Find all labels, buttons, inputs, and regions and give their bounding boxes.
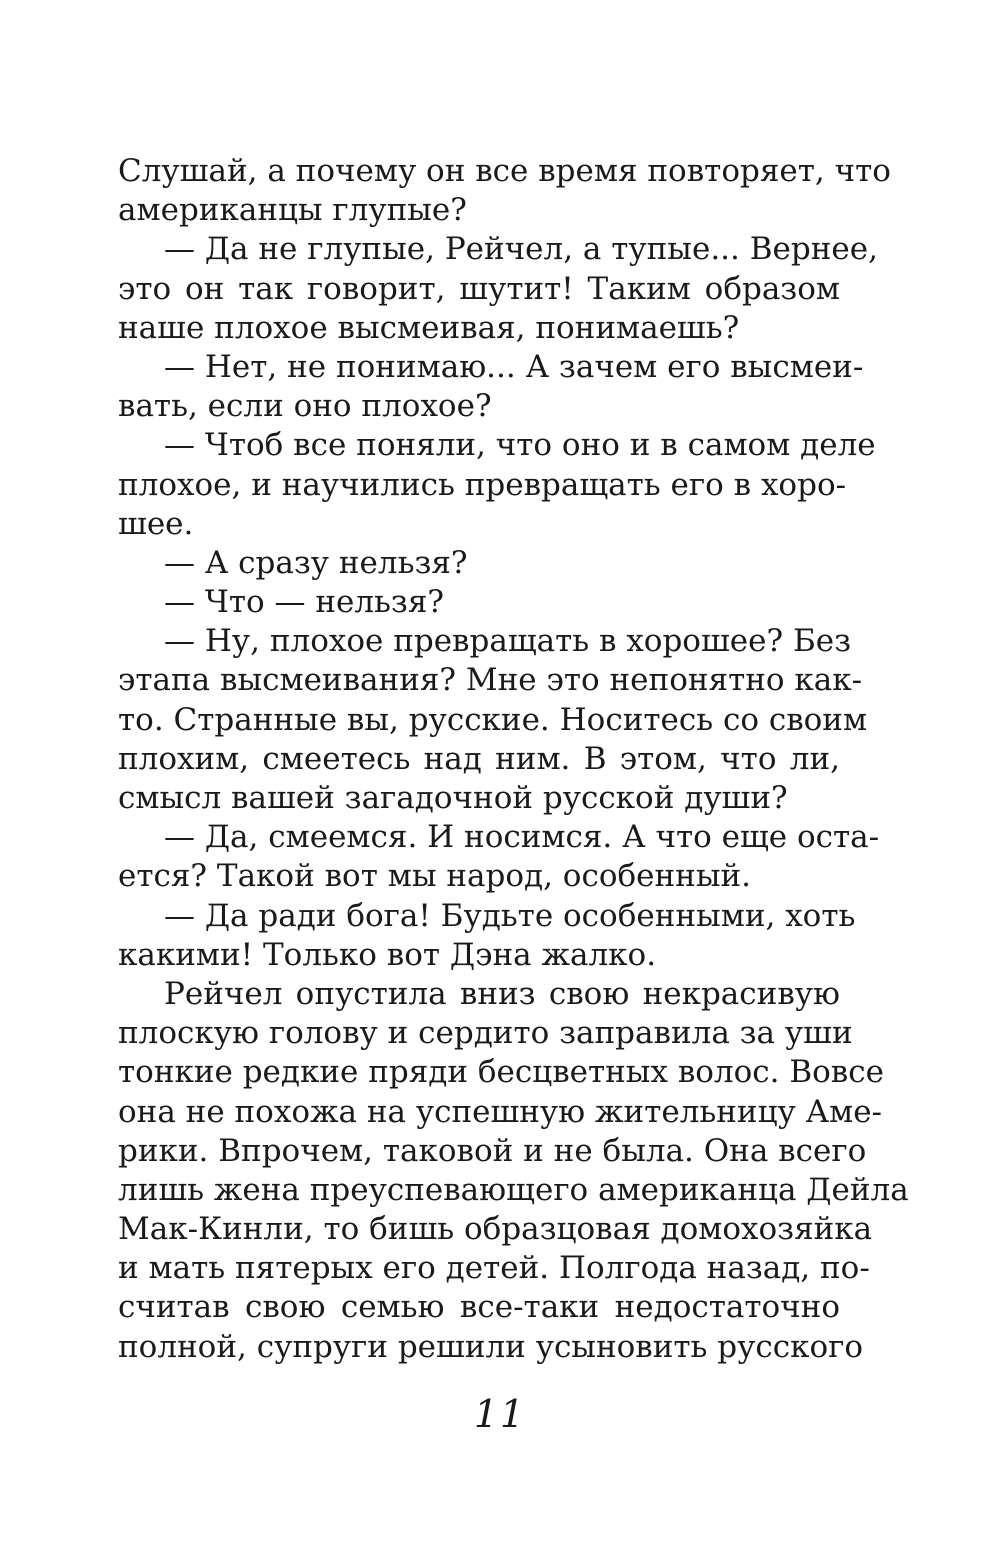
text-line: лишь жена преуспевающего американца Дейла [118, 1171, 909, 1208]
text-line: Мак-Кинли, то бишь образцовая домохозяйка [118, 1211, 873, 1248]
text-line: какими! Только вот Дэна жалко. [118, 936, 657, 973]
text-line: шее. [118, 505, 194, 542]
text-line: смысл вашей загадочной русской души? [118, 780, 788, 816]
text-line: — Что — нельзя? [164, 584, 444, 621]
text-line: это он так говорит, шутит! Таким образом [118, 270, 840, 307]
text-line: — Ну, плохое превращать в хорошее? Без [164, 623, 851, 660]
text-line: рики. Впрочем, таковой и не была. Она всего [118, 1132, 867, 1169]
text-line: — Да, смеемся. И носимся. А что еще оста- [164, 819, 880, 856]
text-line: — Чтоб все поняли, что оно и в самом деле [164, 427, 876, 464]
text-line: она не похожа на успешную жительницу Аме- [118, 1093, 883, 1130]
text-line: считав свою семью все-таки недостаточно [118, 1289, 840, 1326]
text-line: — Нет, не понимаю... А зачем его высмеи- [164, 348, 864, 385]
text-line: Рейчел опустила вниз свою некрасивую [164, 975, 840, 1012]
text-line: полной, супруги решили усыновить русского [118, 1328, 864, 1365]
text-line: плоскую голову и сердито заправила за уши [118, 1015, 853, 1052]
body-text [118, 152, 909, 1367]
text-line: — Да ради бога! Будьте особенными, хоть [164, 897, 856, 934]
text-line: то. Странные вы, русские. Носитесь со своим [118, 701, 868, 738]
text-line: плохое, и научились превращать его в хоро- [118, 466, 847, 503]
text-line: — Да не глупые, Рейчел, а тупые... Вернее, [164, 231, 878, 268]
text-line: плохим, смеетесь над ним. В этом, что ли, [118, 740, 840, 777]
text-line: и мать пятерых его детей. Полгода назад, по- [118, 1250, 870, 1287]
text-line: американцы глупые? [118, 192, 467, 229]
text-line: наше плохое высмеивая, понимаешь? [118, 309, 740, 346]
page-number: 11 [473, 1392, 527, 1436]
text-line: ется? Такой вот мы народ, особенный. [118, 858, 752, 895]
text-line: вать, если оно плохое? [118, 388, 492, 425]
text-line: Слушай, а почему он все время повторяет, что [118, 153, 891, 189]
text-line: тонкие редкие пряди бесцветных волос. Вовсе [118, 1054, 884, 1091]
text-line: — А сразу нельзя? [164, 544, 468, 581]
text-line: этапа высмеивания? Мне это непонятно как- [118, 662, 863, 699]
